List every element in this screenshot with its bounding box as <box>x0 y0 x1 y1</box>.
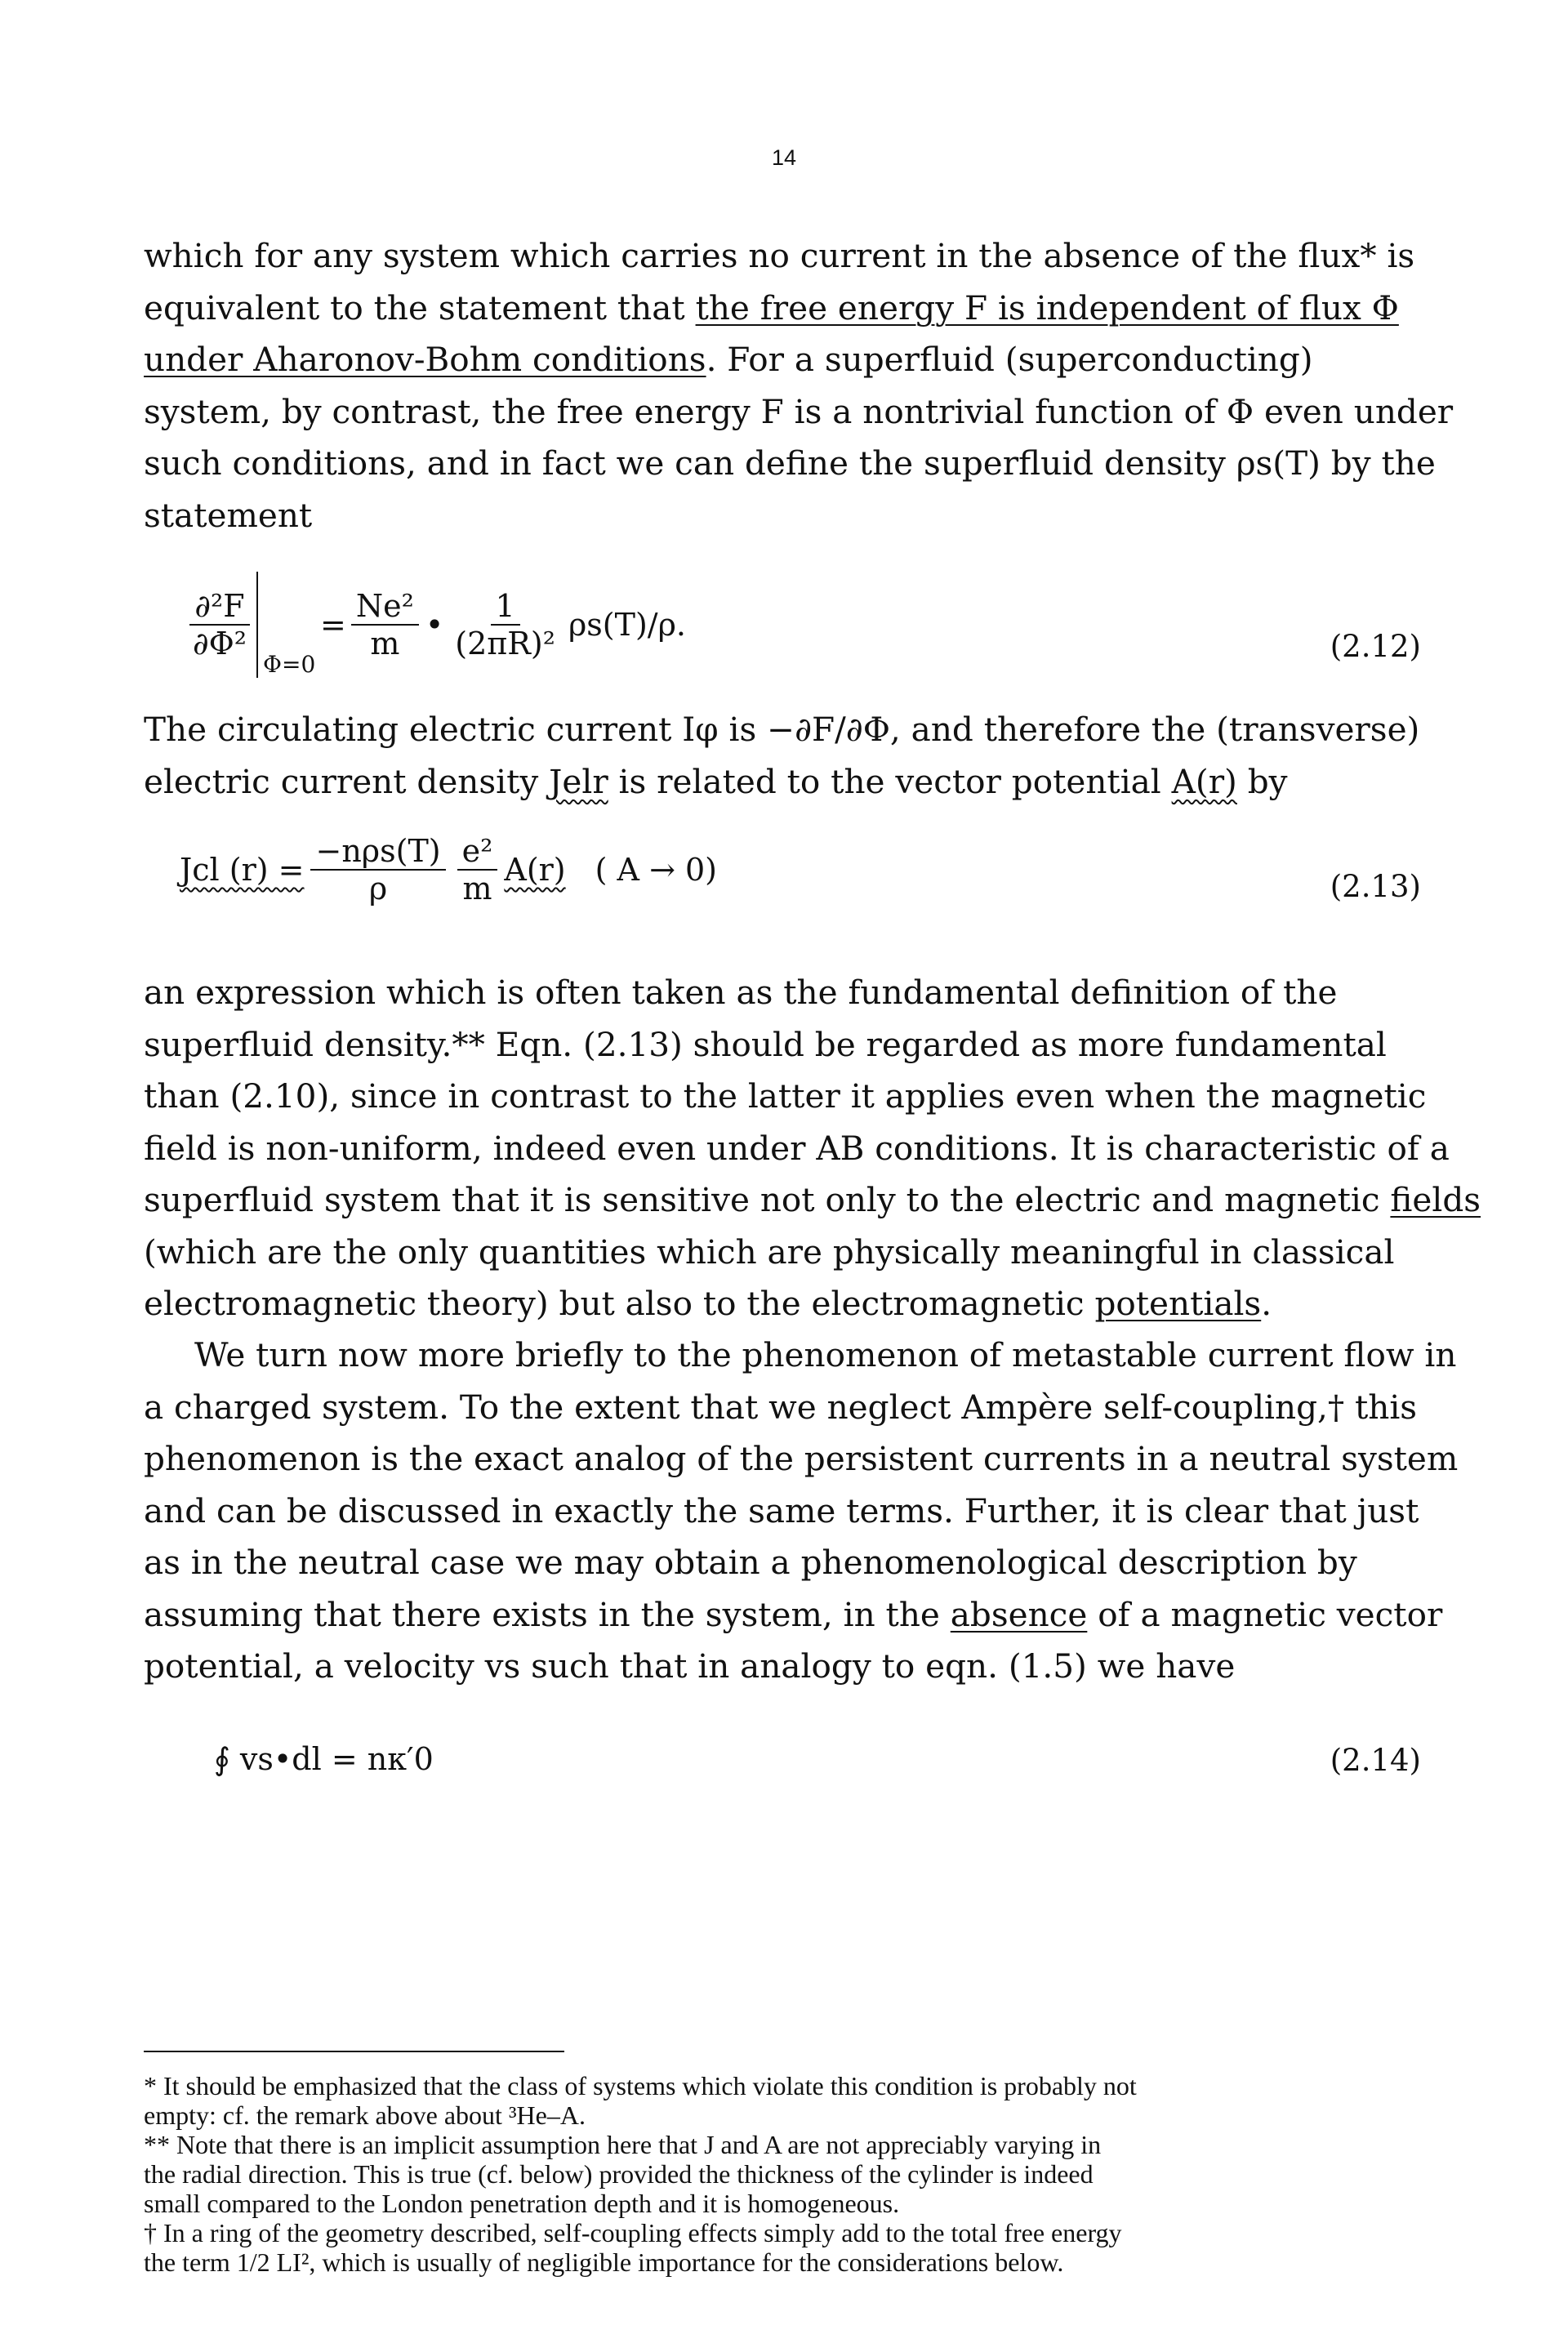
footnote-line: † In a ring of the geometry described, self-coupling effects simply add to the total free energy <box>144 2218 1122 2247</box>
text-line: potential, a velocity vs such that in analogy to eqn. (1.5) we have <box>144 1646 1236 1686</box>
text-run: by <box>1236 761 1288 801</box>
eq-numerator: 1 <box>491 588 520 626</box>
text-line: We turn now more briefly to the phenomenon of metastable current flow in <box>194 1335 1457 1374</box>
equation-number: (2.14) <box>1330 1743 1421 1778</box>
eq-fraction <box>310 833 445 906</box>
text-run: superfluid system that it is sensitive not only to the electric and magnetic <box>144 1180 1391 1219</box>
text-line: and can be discussed in exactly the same terms. Further, it is clear that just <box>144 1490 1419 1530</box>
text-line <box>144 334 1430 386</box>
eq-numerator: e² <box>457 833 498 871</box>
eq-denominator: m <box>462 871 492 906</box>
text-line: such conditions, and in fact we can define the superfluid density ρs(T) by the <box>144 443 1436 483</box>
text-line: superfluid density.** Eqn. (2.13) should be regarded as more fundamental <box>144 1024 1387 1064</box>
footnotes <box>144 2071 1450 2277</box>
text-line <box>144 1278 1430 1330</box>
equals-sign: = <box>320 607 346 643</box>
text-line: an expression which is often taken as the fundamental definition of the <box>144 973 1338 1012</box>
text-line: system, by contrast, the free energy F is a nontrivial function of Φ even under <box>144 391 1454 431</box>
eq-fraction <box>450 588 560 662</box>
eq-fraction <box>457 833 498 906</box>
eq-fraction <box>351 588 419 662</box>
footnote-line: the radial direction. This is true (cf. below) provided the thickness of the cylinder is indeed <box>144 2159 1094 2189</box>
equation-2-13 <box>180 833 717 906</box>
product-dot: • <box>425 607 444 643</box>
equation-2-14: ∮ vs•dl = nκ′0 <box>214 1741 434 1777</box>
eq-vector-potential: A(r) <box>504 852 566 888</box>
text-run: is related to the vector potential <box>608 761 1172 801</box>
underlined-text: under Aharonov-Bohm conditions <box>144 340 706 379</box>
eq-lhs: Jcl (r) = <box>180 852 305 888</box>
eq-denominator: ∂Φ² <box>193 626 247 662</box>
footnote-line: the term 1/2 LI², which is usually of negligible importance for the considerations below. <box>144 2247 1064 2277</box>
equation-number: (2.13) <box>1330 869 1421 904</box>
text-line: (which are the only quantities which are physically meaningful in classical <box>144 1232 1395 1272</box>
eq-denominator: ρ <box>368 871 388 906</box>
footnote-line: ** Note that there is an implicit assumption here that J and A are not appreciably varying in <box>144 2130 1102 2159</box>
text-run: electric current density <box>144 761 550 801</box>
footnote-line: * It should be emphasized that the class of systems which violate this condition is probably not <box>144 2071 1137 2100</box>
text-line: a charged system. To the extent that we neglect Ampère self-coupling,† this <box>144 1387 1418 1427</box>
eq-numerator: Ne² <box>351 588 419 626</box>
text-line <box>144 1589 1443 1642</box>
eq-numerator: ∂²F <box>189 588 249 626</box>
underlined-text: absence <box>950 1594 1088 1634</box>
eval-point: Φ=0 <box>263 651 316 678</box>
text-line: The circulating electric current Iφ is −∂F/∂Φ, and therefore the (transverse) <box>144 710 1420 749</box>
eq-denominator: m <box>370 626 400 662</box>
eval-bar <box>256 572 315 678</box>
underlined-text: potentials <box>1094 1284 1262 1323</box>
text-line: phenomenon is the exact analog of the persistent currents in a neutral system <box>144 1439 1459 1478</box>
eq-numerator: −nρs(T) <box>310 833 445 871</box>
text-line: field is non-uniform, indeed even under AB conditions. It is characteristic of a <box>144 1128 1450 1168</box>
equation-2-12 <box>188 572 686 678</box>
text-line: as in the neutral case we may obtain a phenomenological description by <box>144 1543 1357 1582</box>
text-run: equivalent to the statement that <box>144 287 696 327</box>
paragraph-4 <box>144 1330 1459 1693</box>
footnote-divider <box>144 2051 564 2052</box>
text-line <box>144 756 1430 808</box>
footnote-line: small compared to the London penetration depth and it is homogeneous. <box>144 2189 900 2218</box>
text-run: electromagnetic theory) but also to the electromagnetic <box>144 1284 1095 1323</box>
text-line <box>144 1174 1481 1227</box>
text-run: assuming that there exists in the system, in the <box>144 1594 951 1634</box>
text-line: which for any system which carries no current in the absence of the flux* is <box>144 236 1415 275</box>
footnote-line: empty: cf. the remark above about ³He–A. <box>144 2100 586 2130</box>
text-line <box>144 283 1430 335</box>
vector-potential-symbol: A(r) <box>1171 761 1237 801</box>
underlined-text: the free energy F is independent of flux Φ <box>695 287 1399 327</box>
page-number: 14 <box>771 145 797 170</box>
text-run: . <box>1261 1284 1272 1323</box>
text-run: . For a superfluid (superconducting) <box>706 340 1313 379</box>
text-line: than (2.10), since in contrast to the latter it applies even when the magnetic <box>144 1076 1427 1116</box>
current-density-symbol: Jelr <box>549 761 608 801</box>
underlined-text: fields <box>1390 1180 1481 1219</box>
paragraph-3 <box>144 967 1481 1330</box>
paragraph-2 <box>144 704 1430 808</box>
eq-denominator: (2πR)² <box>455 626 555 662</box>
paragraph-1 <box>144 230 1454 541</box>
text-line: statement <box>144 495 313 535</box>
equation-number: (2.12) <box>1330 629 1421 664</box>
eq-condition: ( A → 0) <box>595 852 717 888</box>
text-run: of a magnetic vector <box>1087 1594 1443 1634</box>
eq-lhs-fraction <box>188 588 252 662</box>
eq-tail: ρs(T)/ρ. <box>568 607 687 643</box>
